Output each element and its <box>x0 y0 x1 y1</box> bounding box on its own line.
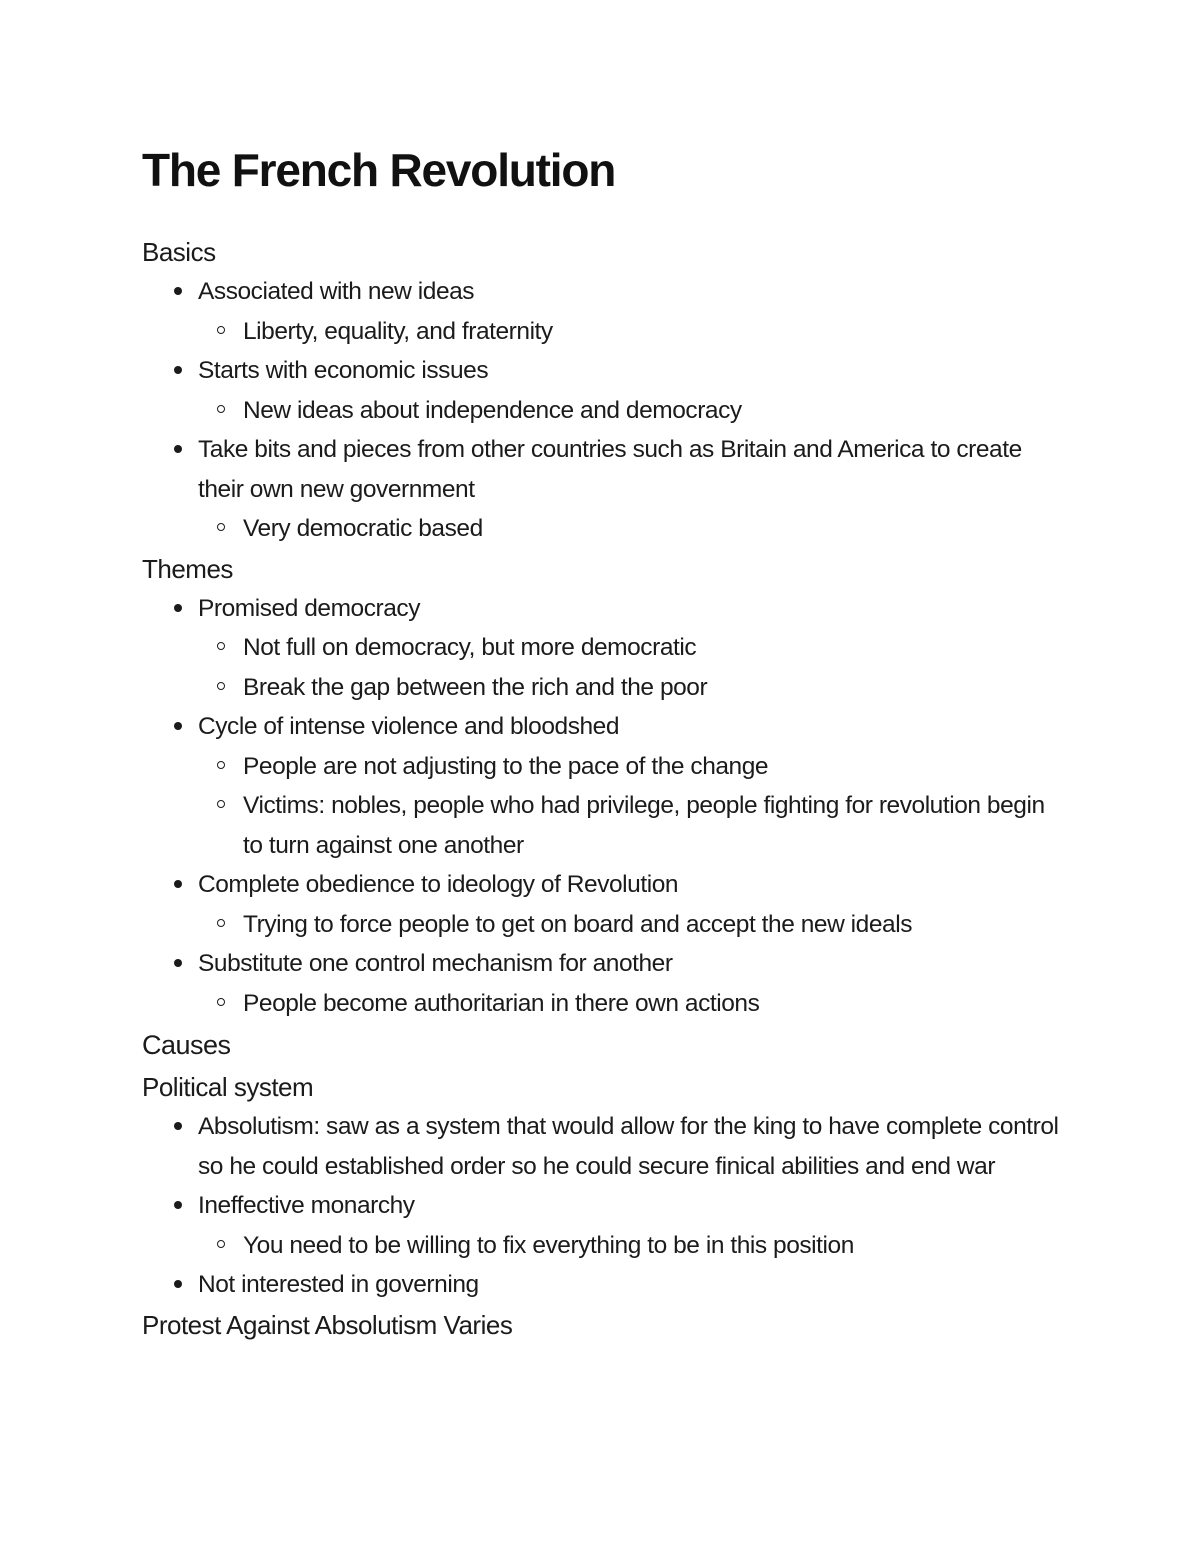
list-item-text: Promised democracy <box>198 594 421 622</box>
sub-list-item: Break the gap between the rich and the poor <box>198 668 1062 708</box>
list-item-text: Complete obedience to ideology of Revolution <box>198 871 679 898</box>
list-item-text: Take bits and pieces from other countries such as Britain and America to create their own new government <box>198 436 1022 503</box>
list-item-text: Associated with new ideas <box>198 278 475 305</box>
page-title: The French Revolution <box>142 144 616 196</box>
sub-list <box>198 391 1062 431</box>
list-item: Absolutism: saw as a system that would allow for the king to have complete control so he could established order so he could secure finical abilities and end war <box>142 1107 1062 1186</box>
sub-list-item: Trying to force people to get on board and accept the new ideals <box>198 905 1062 945</box>
sub-list <box>198 628 1062 707</box>
list-item <box>142 944 1062 1023</box>
sub-list <box>198 509 1062 549</box>
list-item-text: Starts with economic issues <box>198 357 489 384</box>
sub-list <box>198 905 1062 945</box>
list-item <box>142 1186 1062 1265</box>
list-item: Not interested in governing <box>142 1265 1062 1305</box>
sub-list-item: People are not adjusting to the pace of the change <box>198 747 1062 787</box>
list-item-text: Ineffective monarchy <box>198 1192 415 1219</box>
list-item <box>142 865 1062 944</box>
sub-list-item: Victims: nobles, people who had privilege, people fighting for revolution begin to turn against one another <box>198 786 1062 865</box>
document-page <box>142 138 1062 1345</box>
political-system-list <box>142 1107 1062 1305</box>
subsection-heading-protest: Protest Against Absolutism Varies <box>142 1309 513 1340</box>
list-item <box>142 272 1062 351</box>
sub-list-item: You need to be willing to fix everything to be in this position <box>198 1226 1062 1266</box>
list-item-text: Cycle of intense violence and bloodshed <box>198 713 620 740</box>
section-heading-causes: Causes <box>142 1030 231 1060</box>
sub-list <box>198 747 1062 866</box>
section-heading-themes: Themes <box>142 553 233 584</box>
list-item-text: Substitute one control mechanism for another <box>198 950 673 977</box>
list-item <box>142 351 1062 430</box>
sub-list-item: People become authoritarian in there own actions <box>198 984 1062 1024</box>
sub-list-item: Not full on democracy, but more democratic <box>198 628 1062 668</box>
themes-list <box>142 589 1062 1024</box>
list-item <box>142 707 1062 865</box>
basics-list <box>142 272 1062 549</box>
sub-list <box>198 984 1062 1024</box>
sub-list <box>198 1226 1062 1266</box>
sub-list-item: Liberty, equality, and fraternity <box>198 312 1062 352</box>
section-heading-basics: Basics <box>142 237 216 267</box>
list-item <box>142 430 1062 549</box>
sub-list-item: New ideas about independence and democracy <box>198 391 1062 431</box>
list-item <box>142 589 1062 708</box>
subsection-heading-political-system: Political system <box>142 1072 314 1102</box>
sub-list <box>198 312 1062 352</box>
sub-list-item: Very democratic based <box>198 509 1062 549</box>
